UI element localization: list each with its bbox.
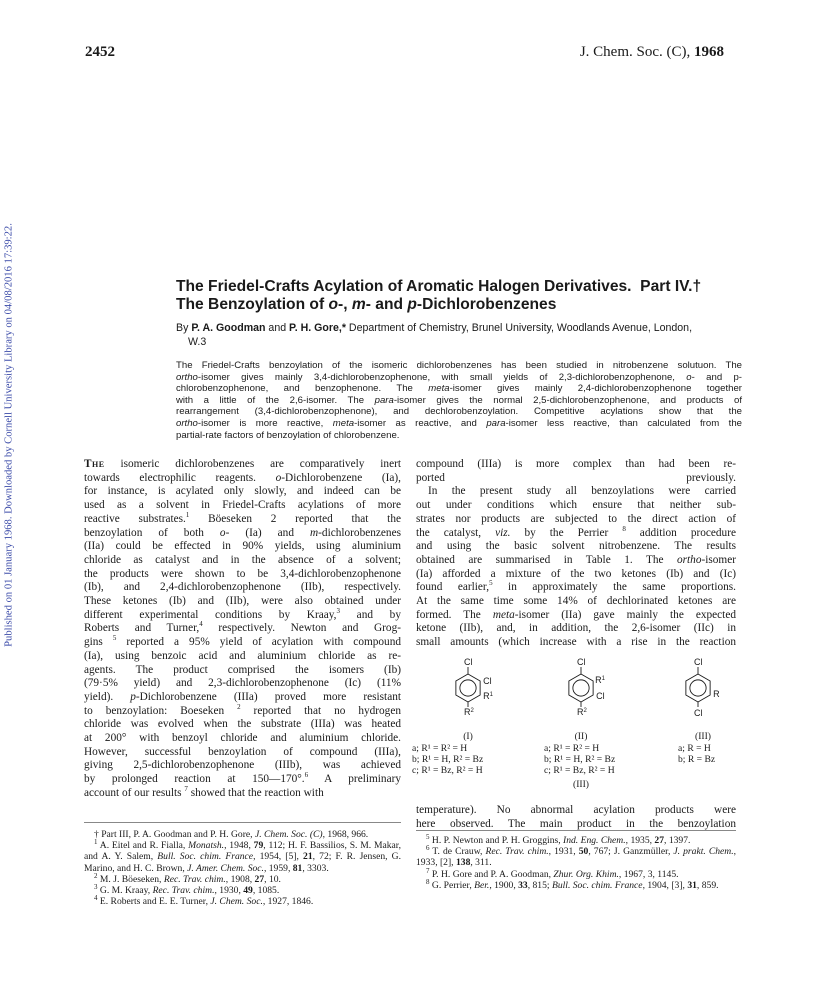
structure-I-atom-cl-top: Cl — [464, 657, 473, 667]
left-line-14: gins $^5$ reported a 95% yield of acylation with compound — [84, 634, 402, 649]
abstract-line-6: ortho-isomer is more reactive, meta-isomer as reactive, and para-isomer less reactive, than calculated from the — [176, 417, 742, 429]
left-line-19: to benzoylation: Boeseken $^2$ reported that no hydrogen — [84, 702, 401, 717]
title-line-2: The Benzoylation of o-, m- and p-Dichlorobenzenes — [176, 296, 557, 313]
left-line-12: different experimental conditions by Kraay,$^3$ and by — [84, 606, 401, 621]
footnote-right-1: $^5$ H. P. Newton and P. H. Groggins, Ind. Eng. Chem., 1935, 27, 1397. — [426, 832, 691, 846]
right-line-12: formed. The meta-isomer (IIa) gave mainly the expected — [416, 608, 736, 621]
authors-line-2: W.3 — [188, 335, 207, 348]
footnote-rule-right — [416, 830, 736, 831]
structure-figure — [412, 654, 736, 794]
author-line — [176, 322, 742, 349]
left-line-2: towards electrophilic reagents. o-Dichlorobenzene (Ia), — [84, 471, 401, 484]
abstract-line-4: with a little of the 2,6-isomer. The para-isomer gives the normal 2,5-dichlorobenzophenone, and products of — [176, 394, 742, 406]
structure-II-atom-r1: $R^1$ — [595, 675, 605, 685]
left-line-22: However, successful benzoylation of compound (IIIa), — [84, 745, 401, 758]
footnote-left-5: $^4$ E. Roberts and E. E. Turner, J. Chem. Soc., 1927, 1846. — [94, 894, 314, 908]
left-column — [84, 458, 401, 801]
right-line-11: At the same time some 14% of dechlorinated ketones are — [416, 595, 736, 608]
side-note: Published on 01 January 1968. Downloaded by Cornell University Library on 04/08/2016 17:39:22. — [3, 223, 15, 647]
left-line-23: giving 2,5-dichlorobenzophenone (IIIb), was achieved — [84, 759, 401, 772]
structure-I-atom-r2: $R^2$ — [464, 707, 474, 717]
right-line-7: and using the basic solvent nitrobenzene. The results — [416, 540, 736, 553]
right-column — [416, 458, 736, 650]
right-line-10: found earlier,$^5$ in approximately the same proportions. — [416, 579, 736, 594]
right-column-continued — [416, 804, 736, 831]
right-line-4: out under conditions which ensure that neither sub- — [416, 499, 736, 512]
footnote-right-2: $^6$ T. de Crauw, Rec. Trav. chim., 1931, 50, 767; J. Ganzmüller, J. prakt. Chem., 1933, [2], 138, 311. — [416, 844, 737, 869]
left-line-9: the products were shown to be 3,4-dichlorobenzophenone — [84, 567, 401, 580]
footnote-right-4: $^8$ G. Perrier, Ber., 1900, 33, 815; Bull. Soc. chim. France, 1904, [3], 31, 859. — [426, 877, 719, 891]
structure-III-numeral: (III) — [695, 731, 711, 742]
structure-I-row-3: c; R¹ = Bz, R² = H — [412, 765, 483, 776]
footnote-left-4: $^3$ G. M. Kraay, Rec. Trav. chim., 1930, 49, 1085. — [94, 882, 280, 897]
structure-II-atom-cl-top: Cl — [577, 657, 586, 667]
structure-I-row-1: a; R¹ = R² = H — [412, 743, 468, 754]
structure-I-row-2: b; R¹ = H, R² = Bz — [412, 754, 484, 765]
journal-year: 1968 — [694, 44, 724, 60]
journal-name: J. Chem. Soc. (C), — [579, 44, 691, 60]
abstract-line-7: partial-rate factors of benzoylation of chlorobenzene. — [176, 429, 400, 441]
abstract-line-1: The Friedel-Crafts benzoylation of the isomeric dichlorobenzenes has been studied in nitrobenzene solutuon. The — [176, 360, 742, 371]
abstract — [176, 360, 742, 441]
article-title — [176, 278, 756, 314]
structure-II-atom-r2: $R^2$ — [577, 707, 587, 717]
structure-II-row-2: b; R¹ = H, R² = Bz — [544, 754, 616, 765]
left-line-6: benzoylation of both o- (Ia) and m-dichlorobenzenes — [84, 526, 401, 539]
structure-II-row-3: c; R¹ = Bz, R² = H — [544, 765, 615, 776]
title-line-1: The Friedel-Crafts Acylation of Aromatic Halogen Derivatives. Part IV.† — [176, 278, 702, 295]
footnote-rule-left — [84, 822, 401, 823]
left-line-11: These ketones (Ib) and (IIb), were also obtained under — [84, 595, 401, 608]
right-line-9: (Ia) afforded a mixture of the two ketones (Ib) and (Ic) — [416, 567, 736, 580]
right-line-3: In the present study all benzoylations were carried — [428, 485, 736, 498]
left-line-25: account of our results $^7$ showed that the reaction with — [84, 785, 324, 799]
abstract-line-3: chlorobenzophenone, and benzophenone. The meta-isomer gives mainly 2,4-dichlorobenzophenone together — [176, 383, 742, 395]
right-line-6: the catalyst, viz. by the Perrier $^8$ addition procedure — [416, 524, 736, 539]
structure-III-atom-r: R — [713, 689, 720, 699]
journal-header — [580, 44, 724, 61]
left-line-15: (Ia), using benzoic acid and aluminium chloride as re- — [84, 649, 401, 662]
right-line-2: ported previously. — [416, 471, 736, 484]
left-line-24: by prolonged reaction at 150—170°.$^6$ A preliminary — [84, 771, 401, 786]
right-line-14: small amounts (which increase with a rise in the reaction — [416, 636, 736, 649]
left-line-13: Roberts and Turner,$^4$ respectively. Newton and Grog- — [84, 620, 401, 635]
left-line-17: (79·5% yield) and 2,3-dichlorobenzophenone (Ic) (11% — [84, 677, 401, 690]
download-watermark — [2, 130, 16, 740]
right-after-line-2: here observed. The main product in the benzoylation — [416, 817, 736, 830]
structure-I-numeral: (I) — [463, 731, 473, 742]
structure-III-atom-cl-bottom: Cl — [694, 708, 703, 718]
left-line-21: at 200° with benzoyl chloride and aluminium chloride. — [84, 732, 401, 745]
authors-line-1: By P. A. Goodman and P. H. Gore,* Department of Chemistry, Brunel University, Woodlands Avenue, London, — [176, 322, 693, 334]
structure-II-numeral: (II) — [574, 731, 588, 742]
footnote-left-3: $^2$ M. J. Böeseken, Rec. Trav. chim., 1908, 27, 10. — [94, 871, 281, 885]
left-line-18: yield). p-Dichlorobenzene (IIIa) proved more resistant — [84, 690, 401, 703]
left-line-16: agents. The product comprised the isomers (Ib) — [84, 663, 401, 676]
left-line-10: (Ib), and 2,4-dichlorobenzophenone (IIb), respectively. — [84, 581, 401, 594]
structure-II-atom-cl-right: Cl — [596, 691, 605, 701]
footnotes-right — [416, 832, 737, 891]
footnotes-left — [84, 829, 401, 907]
left-line-8: chloride as catalyst and in the absence of a solvent; — [84, 553, 401, 566]
right-line-13: ketone (IIb), and, in addition, the 2,6-isomer (IIc) in — [416, 622, 736, 635]
right-line-5: strates nor products are subjected to the direct action of — [416, 512, 736, 525]
abstract-line-2: ortho-isomer gives mainly 3,4-dichlorobenzophenone, with small yields of 2,3-dichlorobenzophenone, o- and p- — [176, 371, 742, 383]
structure-III-aromatic-circle — [690, 680, 706, 696]
structure-I-aromatic-circle — [460, 680, 476, 696]
left-line-1: The isomeric dichlorobenzenes are comparatively inert — [84, 458, 401, 470]
left-line-7: (IIa) could be effected in 90% yields, using aluminium — [84, 540, 401, 553]
left-line-20: chloride was evolved when the substrate (IIIa) was heated — [84, 718, 401, 731]
right-line-8: obtained are summarised in Table 1. The ortho-isomer — [416, 553, 736, 566]
page-number: 2452 — [85, 44, 115, 60]
structure-II-row-1: a; R¹ = R² = H — [544, 743, 600, 754]
left-line-4: used as a solvent in Friedel-Crafts acylations of more — [84, 499, 401, 512]
left-line-3: for instance, is acylated only slowly, and indeed can be — [84, 485, 401, 498]
structure-II-aromatic-circle — [573, 680, 589, 696]
structure-III-note: (III) — [573, 779, 589, 790]
structure-I-atom-cl-right: Cl — [483, 676, 492, 686]
left-line-5: reactive substrates.$^1$ Böeseken 2 reported that the — [84, 511, 401, 525]
footnote-left-1: † Part III, P. A. Goodman and P. H. Gore, J. Chem. Soc. (C), 1968, 966. — [94, 829, 369, 840]
right-after-line-1: temperature). No abnormal acylation products were — [416, 804, 736, 816]
abstract-line-5: rearrangement (3,4-dichlorobenzophenone), and dechlorobenzoylation. Competitive acylations show that the — [176, 406, 742, 418]
structure-I-atom-r1: $R^1$ — [483, 691, 493, 701]
structure-III-atom-cl-top: Cl — [694, 657, 703, 667]
structure-III-row-1: a; R = H — [678, 743, 711, 754]
footnote-right-3: $^7$ P. H. Gore and P. A. Goodman, Zhur. Org. Khim., 1967, 3, 1145. — [426, 866, 679, 880]
structure-III-row-2: b; R = Bz — [678, 754, 716, 765]
footnote-left-2: $^1$ A. Eitel and R. Fialla, Monatsh., 1948, 79, 112; H. F. Bassilios, S. M. Makar, and A. Y. Salem, Bull. Soc. chim. France, 1954, [5], 21, 72; F. R. Jensen, G. Marino, and H. C. Brown, J. Amer. Chem. Soc., 1959, 81, 3303. — [84, 838, 402, 874]
right-line-1: compound (IIIa) is more complex than had been re- — [416, 458, 736, 470]
